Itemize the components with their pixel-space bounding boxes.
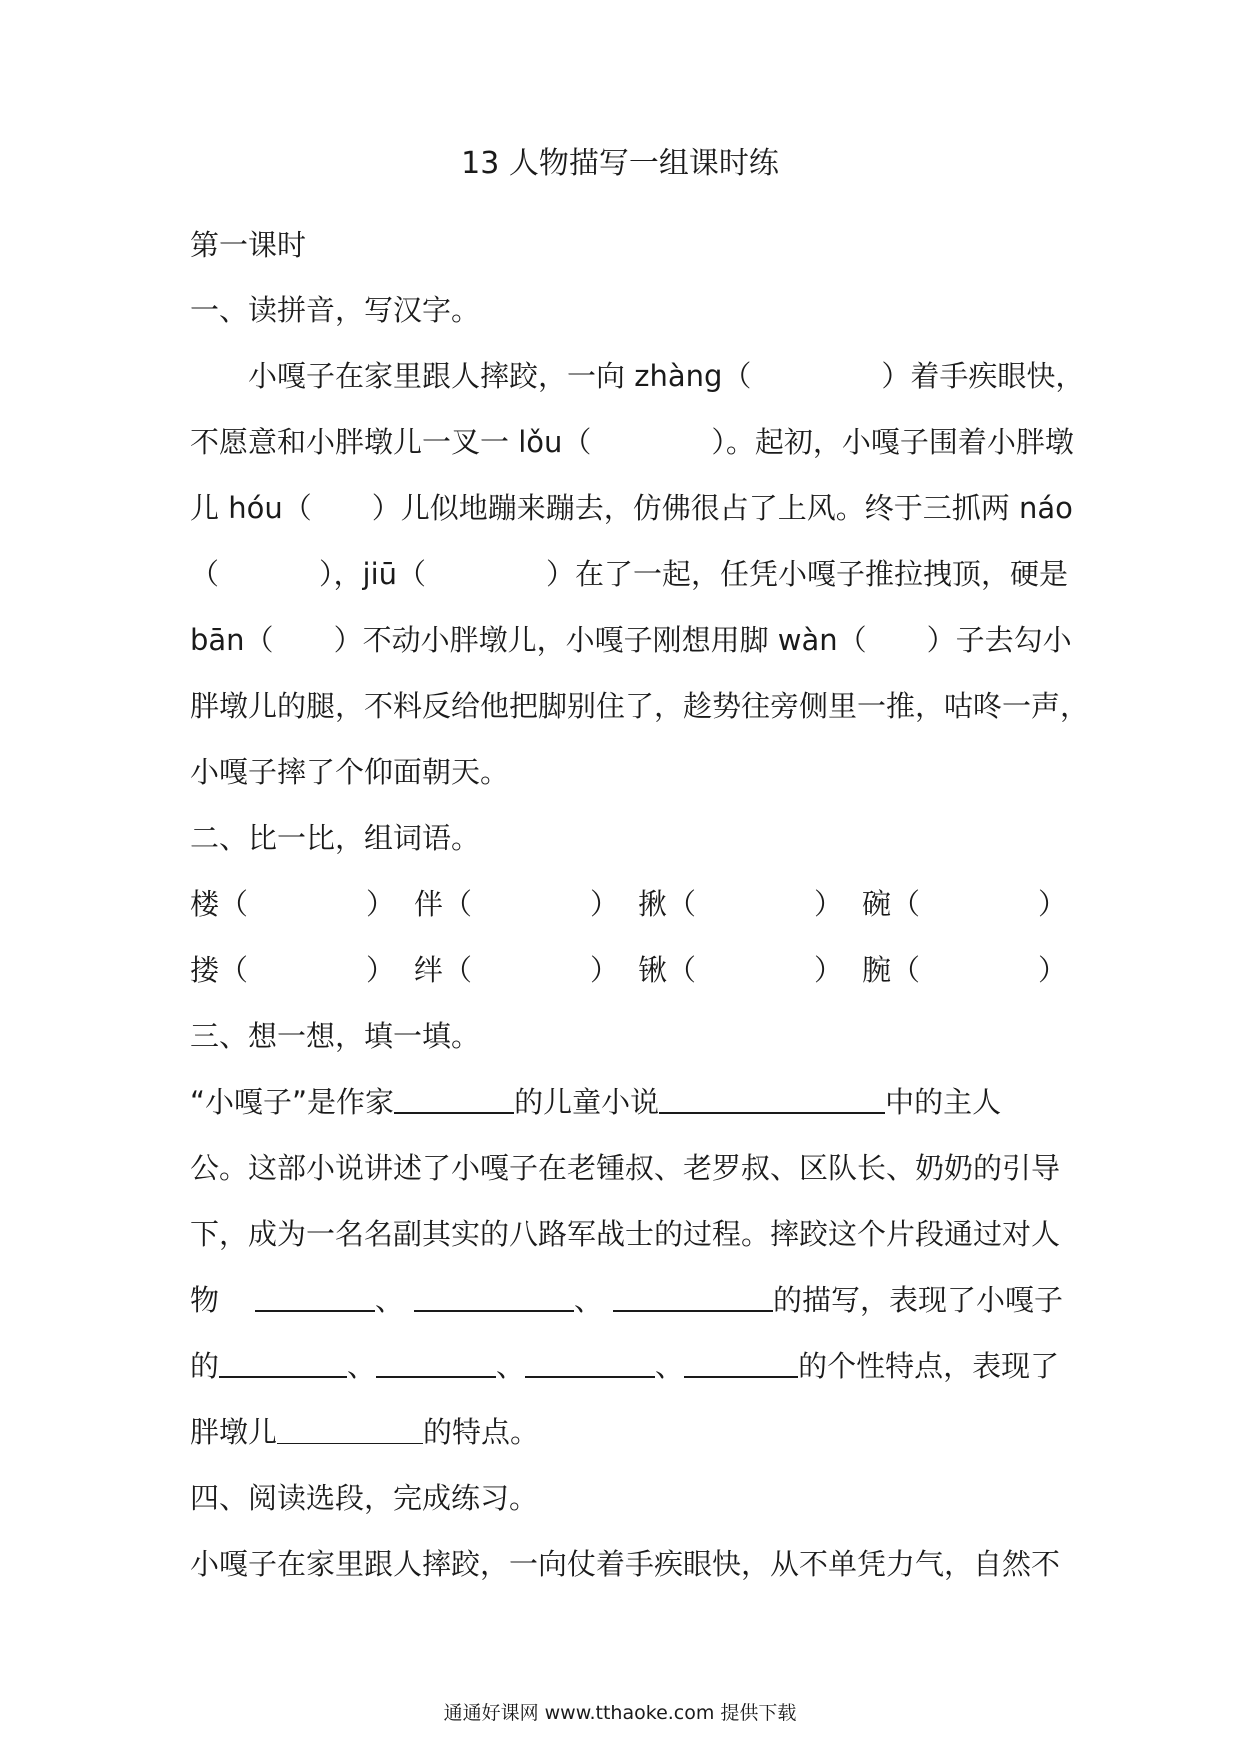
page-title: 13 人物描写一组课时练 — [461, 146, 779, 181]
answer-blank[interactable] — [394, 1084, 514, 1114]
reading-passage-line: 小嘎子在家里跟人摔跤，一向仗着手疾眼快，从不单凭力气，自然不 — [190, 1547, 1061, 1581]
answer-blank[interactable] — [255, 1282, 375, 1312]
passage-line: 胖墩儿的腿，不料反给他把脚别住了，趁势往旁侧里一推，咕咚一声， — [190, 689, 1090, 723]
compare-char: 碗（ — [862, 887, 921, 921]
passage-line: bān（ ）不动小胖墩儿，小嘎子刚想用脚 wàn（ ）子去勾小 — [190, 623, 1072, 657]
fill-line: “小嘎子”是作家 的儿童小说 中的主人 — [190, 1085, 1002, 1119]
fill-line: 下，成为一名名副其实的八路军战士的过程。摔跤这个片段通过对人 — [190, 1217, 1061, 1251]
fill-line: 公。这部小说讲述了小嘎子在老锺叔、老罗叔、区队长、奶奶的引导 — [190, 1151, 1061, 1185]
compare-row: 楼（ ） 伴（ ） 揪（ ） 碗（ ） — [190, 884, 1060, 924]
fill-line: 的 、 、 、 的个性特点，表现了 — [190, 1349, 1060, 1383]
answer-blank[interactable] — [376, 1348, 496, 1378]
footer-credit: 通通好课网 www.tthaoke.com 提供下载 — [443, 1702, 797, 1724]
compare-row: 搂（ ） 绊（ ） 锹（ ） 腕（ ） — [190, 950, 1060, 990]
compare-char: 锹（ — [638, 953, 697, 987]
passage-line: 小嘎子摔了个仰面朝天。 — [190, 755, 510, 789]
passage-line: （ ），jiū（ ）在了一起，任凭小嘎子推拉拽顶，硬是 — [190, 557, 1069, 591]
fill-line: 物 、 、 的描写，表现了小嘎子 — [190, 1283, 1064, 1317]
answer-blank[interactable] — [414, 1282, 574, 1312]
compare-char: 搂（ — [190, 953, 249, 987]
fill-line: 胖墩儿 的特点。 — [190, 1415, 540, 1449]
answer-blank[interactable] — [613, 1282, 773, 1312]
passage-line: 不愿意和小胖墩儿一叉一 lǒu（ ）。起初，小嘎子围着小胖墩 — [190, 425, 1074, 459]
passage-line: 儿 hóu（ ）儿似地蹦来蹦去，仿佛很占了上风。终于三抓两 náo — [190, 491, 1073, 525]
answer-blank[interactable] — [277, 1415, 423, 1444]
answer-blank[interactable] — [525, 1348, 655, 1378]
compare-char: 腕（ — [862, 953, 921, 987]
answer-blank[interactable] — [219, 1348, 347, 1378]
section-heading-2: 二、比一比，组词语。 — [190, 821, 481, 855]
section-heading-3: 三、想一想，填一填。 — [190, 1019, 481, 1053]
passage-line: 小嘎子在家里跟人摔跤，一向 zhàng（ ）着手疾眼快， — [248, 359, 1085, 393]
compare-char: 伴（ — [414, 887, 473, 921]
lesson-label: 第一课时 — [190, 228, 307, 262]
answer-blank[interactable] — [684, 1348, 798, 1378]
section-heading-1: 一、读拼音，写汉字。 — [190, 293, 481, 327]
answer-blank[interactable] — [659, 1084, 885, 1114]
compare-char: 绊（ — [414, 953, 473, 987]
section-heading-4: 四、阅读选段，完成练习。 — [190, 1481, 539, 1515]
compare-char: 楼（ — [190, 887, 249, 921]
compare-char: 揪（ — [638, 887, 697, 921]
